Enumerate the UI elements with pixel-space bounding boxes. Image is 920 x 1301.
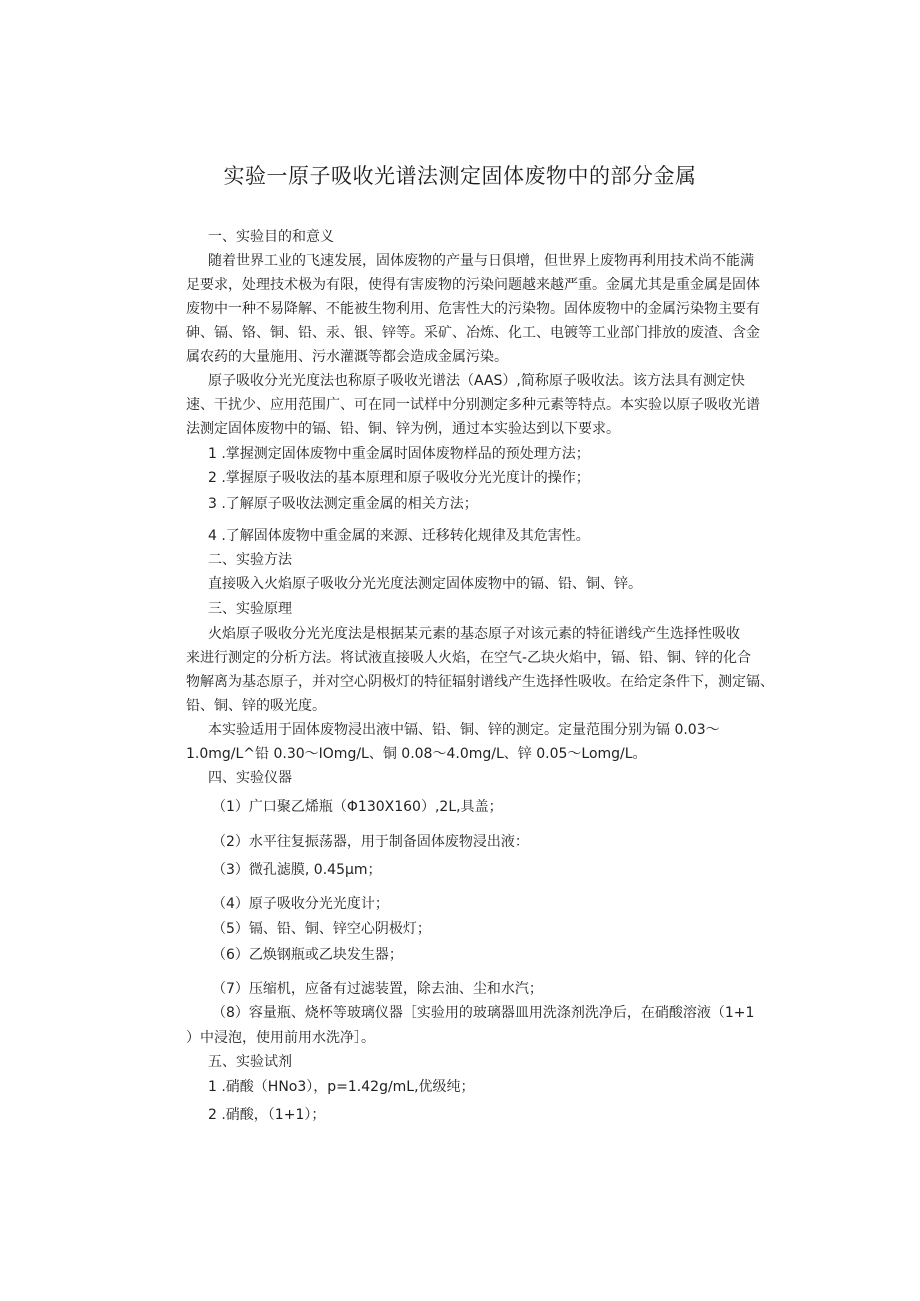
section-heading-method: 二、实验方法 [208, 552, 292, 568]
section-heading-purpose: 一、实验目的和意义 [208, 229, 334, 245]
paragraph-line: 1.0mg/L^铅 0.30～IOmg/L、铜 0.08～4.0mg/L、锌 0.05～Lomg/L。 [186, 746, 647, 762]
list-item: （5）镉、铅、铜、锌空心阴极灯； [212, 921, 431, 937]
section-heading-principle: 三、实验原理 [208, 601, 292, 617]
paragraph-line: 速、干扰少、应用范围广、可在同一试样中分别测定多种元素等特点。本实验以原子吸收光谱 [186, 397, 760, 413]
section-heading-instruments: 四、实验仪器 [208, 770, 292, 786]
paragraph-line: 原子吸收分光光度法也称原子吸收光谱法（AAS）,简称原子吸收法。该方法具有测定快 [208, 373, 745, 389]
list-item: （6）乙焕钢瓶或乙块发生器； [212, 947, 403, 963]
list-item: （2）水平往复振荡器，用于制备固体废物浸出液： [212, 834, 529, 850]
paragraph-line: 来进行测定的分析方法。将试液直接吸人火焰，在空气-乙块火焰中，镉、铅、铜、锌的化合 [186, 650, 752, 666]
list-item: 2 .掌握原子吸收法的基本原理和原子吸收分光光度计的操作； [208, 470, 590, 486]
paragraph-line: 物解离为基态原子，并对空心阴极灯的特征辐射谱线产生选择性吸收。在给定条件下，测定镉、 [186, 674, 774, 690]
paragraph-line: 随着世界工业的飞速发展，固体废物的产量与日俱增，但世界上废物再利用技术尚不能满 [208, 253, 754, 269]
list-item: （4）原子吸收分光光度计； [212, 896, 389, 912]
list-item: 1 .硝酸（HNo3），p=1.42g∕mL,优级纯； [208, 1079, 475, 1095]
paragraph-line: 火焰原子吸收分光光度法是根据某元素的基态原子对该元素的特征谱线产生选择性吸收 [208, 626, 740, 642]
list-item-continuation: ）中浸泡，使用前用水洗净］。 [186, 1030, 375, 1046]
list-item: （3）微孔滤膜, 0.45μm； [212, 862, 382, 878]
list-item: （7）压缩机，应备有过滤装置，除去油、尘和水汽； [212, 981, 543, 997]
page-title: 实验一原子吸收光谱法测定固体废物中的部分金属 [223, 164, 697, 188]
list-item: （8）容量瓶、烧杯等玻璃仪器［实验用的玻璃器皿用洗涤剂洗净后，在硝酸溶液（1+1 [212, 1005, 755, 1021]
list-item: （1）广口聚乙烯瓶（Φ130X160）,2L,具盖； [212, 799, 503, 815]
paragraph-line: 直接吸入火焰原子吸收分光光度法测定固体废物中的镉、铅、铜、锌。 [208, 576, 642, 592]
list-item: 2 .硝酸，（1+1）； [208, 1107, 326, 1123]
list-item: 4 .了解固体废物中重金属的来源、迁移转化规律及其危害性。 [208, 528, 590, 544]
section-heading-reagents: 五、实验试剂 [208, 1054, 292, 1070]
paragraph-line: 废物中一种不易降解、不能被生物利用、危害性大的污染物。固体废物中的金属污染物主要有 [186, 301, 760, 317]
paragraph-line: 铅、铜、锌的吸光度。 [186, 698, 326, 714]
paragraph-line: 法测定固体废物中的镉、铅、铜、锌为例，通过本实验达到以下要求。 [186, 421, 620, 437]
list-item: 3 .了解原子吸收法测定重金属的相关方法； [208, 496, 478, 512]
paragraph-line: 足要求，处理技术极为有限，使得有害废物的污染问题越来越严重。金属尤其是重金属是固体 [186, 277, 760, 293]
paragraph-line: 本实验适用于固体废物浸出液中镉、铅、铜、锌的测定。定量范围分别为镉 0.03～ [208, 722, 720, 738]
paragraph-line: 属农药的大量施用、污水灌溉等都会造成金属污染。 [186, 349, 508, 365]
paragraph-line: 砷、镉、铬、铜、铅、汞、银、锌等。采矿、冶炼、化工、电镀等工业部门排放的废渣、含金 [186, 325, 760, 341]
list-item: 1 .掌握测定固体废物中重金属时固体废物样品的预处理方法； [208, 446, 590, 462]
